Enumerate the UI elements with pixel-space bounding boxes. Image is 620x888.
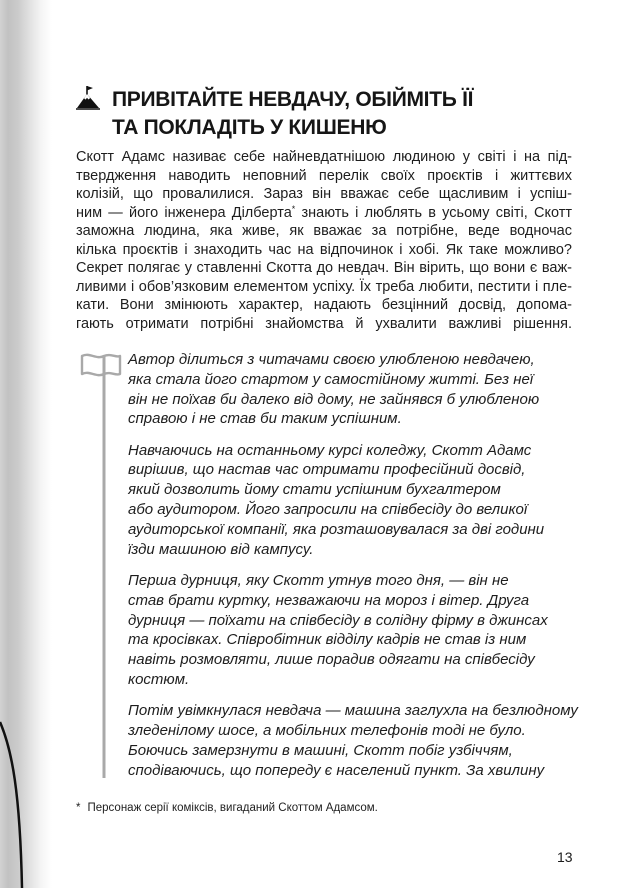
sidebar-story — [128, 350, 578, 792]
section-title-line: ПРИВІТАЙТЕ НЕВДАЧУ, ОБІЙМІТЬ ЇЇ — [112, 88, 474, 111]
sidebar-line: аудиторської компанії, яка розташовувалася за дві години — [128, 520, 545, 538]
sidebar-line: та кросівках. Співробітник відділу кадрів не став із ним — [128, 631, 527, 649]
body-line: Скотт Адамс називає себе найневдатнішою людиною у світі і на під- — [76, 149, 572, 165]
sidebar-line: вирішив, що настав час отримати професійний досвід, — [128, 461, 526, 479]
body-line: заможна людина, яка живе, як вважає за потрібне, веде водночас — [76, 223, 572, 239]
sidebar-line: справою і не став би таким успішним. — [128, 410, 402, 428]
mountain-flag-icon — [76, 84, 100, 110]
body-line: кілька проєктів і знаходить час на відпочинок і хобі. Як таке можливо? — [76, 241, 572, 258]
sidebar-line: зледенілому шосе, а мобільних телефонів тоді не було. — [128, 722, 526, 740]
sidebar-line: став брати куртку, незважаючи на мороз і вітер. Друга — [128, 591, 530, 609]
footnote-reference: * — [291, 203, 296, 214]
body-line — [76, 204, 572, 223]
section-title-line: ТА ПОКЛАДІТЬ У КИШЕНЮ — [112, 116, 387, 139]
body-line-text: ним — його інженера Ділберта — [76, 204, 292, 221]
sidebar-paragraph — [128, 571, 578, 690]
footnote-marker: * — [76, 802, 81, 814]
sidebar-line: Потім увімкнулася невдача — машина заглухла на безлюдному — [128, 702, 578, 720]
body-line: Секрет полягає у ставленні Скотта до невдач. Він вірить, що вони є важ- — [76, 260, 572, 276]
sidebar-line: сподіваючись, що попереду є населений пункт. За хвилину — [128, 761, 545, 779]
sidebar-line: Автор ділиться з читачами своєю улюбленою невдачею, — [128, 351, 535, 368]
sidebar-line: їзди машиною від кампусу. — [128, 540, 314, 558]
section-title — [112, 86, 473, 142]
body-line: кати. Вони змінюють характер, надають безцінний досвід, допома- — [76, 297, 572, 313]
sidebar-line: дурниця — поїхати на співбесіду в солідну фірму в джинсах — [128, 611, 548, 629]
sidebar-line: який дозволить йому стати успішним бухгалтером — [128, 481, 501, 499]
body-line: твердження наводить неповний перелік своїх проєктів і життєвих — [76, 167, 572, 184]
sidebar-line: або аудитором. Його запросили на співбесіду до великої — [128, 501, 528, 519]
sidebar-line: він не поїхав би далеко від дому, не зайнявся б улюбленою — [128, 390, 540, 408]
body-line: колізій, що провалилися. Зараз він вважає себе щасливим і успіш- — [76, 186, 572, 202]
footnote-text: Персонаж серії коміксів, вигаданий Скоттом Адамсом. — [87, 802, 378, 814]
sidebar-paragraph — [128, 701, 578, 780]
sidebar-line: Перша дурниця, яку Скотт утнув того дня, — він не — [128, 571, 509, 589]
sidebar-line: Навчаючись на останньому курсі коледжу, Скотт Адамс — [128, 441, 532, 459]
flag-icon — [78, 350, 124, 782]
sidebar-paragraph — [128, 441, 578, 560]
sidebar-line: Боючись замерзнути в машині, Скотт побіг узбіччям, — [128, 741, 513, 759]
body-line: гають отримати потрібні знайомства й ухвалити важливі рішення. — [76, 315, 572, 332]
body-paragraph — [76, 148, 572, 333]
page-number: 13 — [557, 849, 573, 865]
footnote — [76, 801, 378, 815]
sidebar-paragraph — [128, 350, 578, 429]
sidebar-line: костюм. — [128, 670, 190, 688]
sidebar-line: яка стала його стартом у самостійному житті. Без неї — [128, 370, 534, 388]
sidebar-line: навіть розмовляти, лише порадив одягати на співбесіду — [128, 651, 535, 669]
body-line-text: знають і люблять в усьому світі, Скотт — [295, 204, 572, 221]
body-line: ливими і обов’язковим елементом успіху. Їх треба любити, пестити і пле- — [76, 278, 572, 295]
page-edge-curve — [0, 700, 40, 888]
